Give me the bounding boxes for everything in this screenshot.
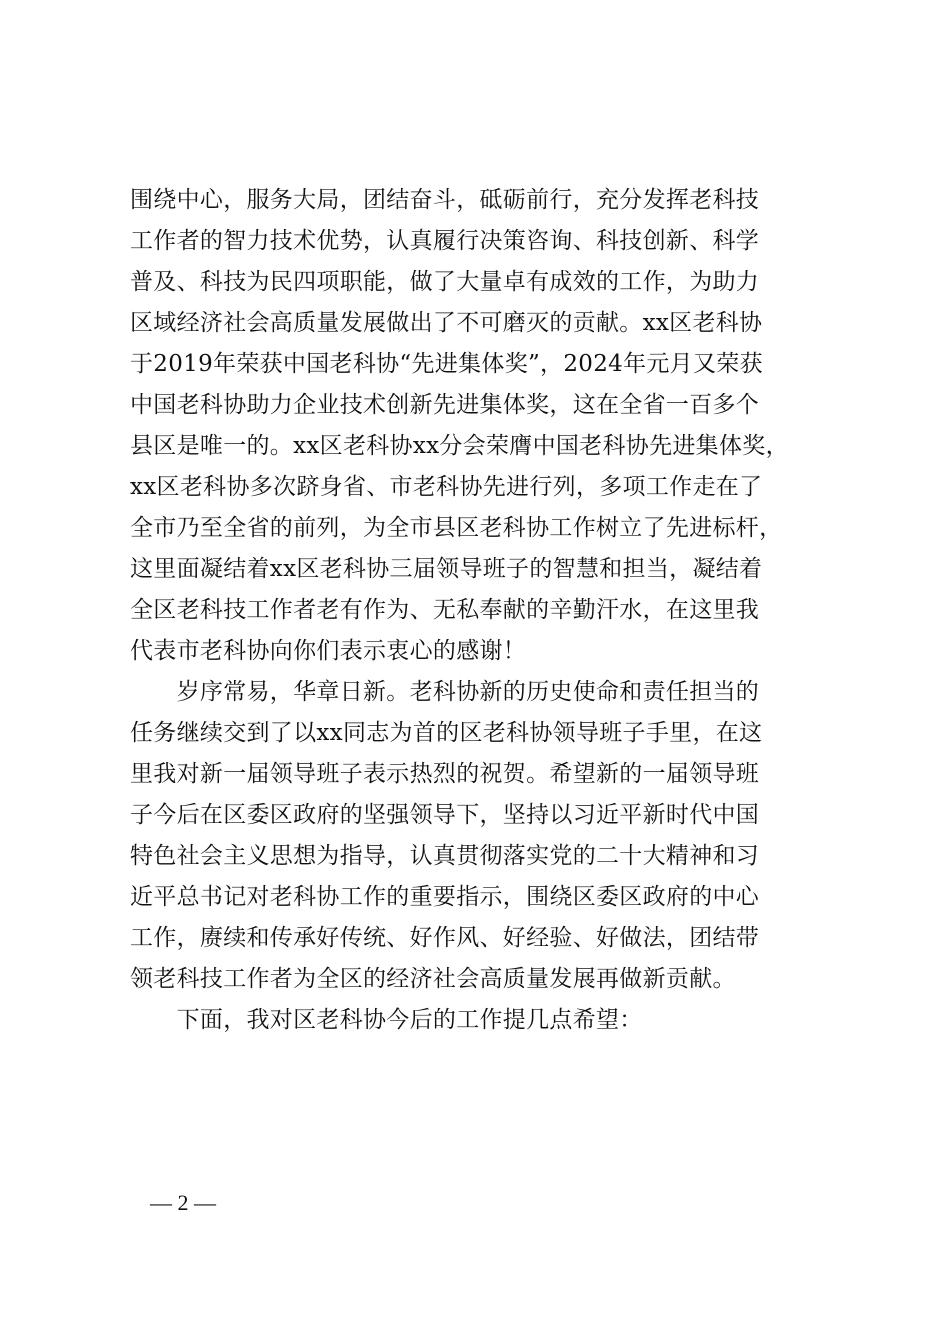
- text-line: 普及、科技为民四项职能，做了大量卓有成效的工作，为助力: [130, 269, 760, 295]
- text-line: 近平总书记对老科协工作的重要指示，围绕区委区政府的中心: [130, 884, 760, 910]
- text-line: 领老科技工作者为全区的经济社会高质量发展再做新贡献。: [130, 966, 736, 992]
- body-text: [130, 180, 850, 1041]
- text-line: 下面，我对区老科协今后的工作提几点希望：: [130, 1007, 643, 1033]
- text-line: 县区是唯一的。xx区老科协xx分会荣膺中国老科协先进集体奖，: [130, 433, 789, 459]
- text-line: 特色社会主义思想为指导，认真贯彻落实党的二十大精神和习: [130, 843, 760, 869]
- text-line: 区域经济社会高质量发展做出了不可磨灭的贡献。xx区老科协: [130, 310, 763, 336]
- text-line: 岁序常易，华章日新。老科协新的历史使命和责任担当的: [130, 679, 760, 705]
- text-line: 代表市老科协向你们表示衷心的感谢！: [130, 638, 527, 664]
- text-line: 全区老科技工作者老有作为、无私奉献的辛勤汗水，在这里我: [130, 597, 760, 623]
- text-line: 全市乃至全省的前列，为全市县区老科协工作树立了先进标杆，: [130, 515, 783, 541]
- text-line: 工作，赓续和传承好传统、好作风、好经验、好做法，团结带: [130, 925, 760, 951]
- text-line: 这里面凝结着xx区老科协三届领导班子的智慧和担当，凝结着: [130, 556, 763, 582]
- text-line: 里我对新一届领导班子表示热烈的祝贺。希望新的一届领导班: [130, 761, 760, 787]
- text-line: 中国老科协助力企业技术创新先进集体奖，这在全省一百多个: [130, 392, 760, 418]
- text-line: xx区老科协多次跻身省、市老科协先进行列，多项工作走在了: [130, 474, 763, 500]
- text-line: 子今后在区委区政府的坚强领导下，坚持以习近平新时代中国: [130, 802, 760, 828]
- text-line: 任务继续交到了以xx同志为首的区老科协领导班子手里，在这: [130, 720, 763, 746]
- text-line: 工作者的智力技术优势，认真履行决策咨询、科技创新、科学: [130, 228, 760, 254]
- text-line: 围绕中心，服务大局，团结奋斗，砥砺前行，充分发挥老科技: [130, 187, 760, 213]
- page-number: — 2 —: [150, 1190, 216, 1215]
- text-line: 于2019年荣获中国老科协“先进集体奖”，2024年元月又荣获: [130, 351, 763, 377]
